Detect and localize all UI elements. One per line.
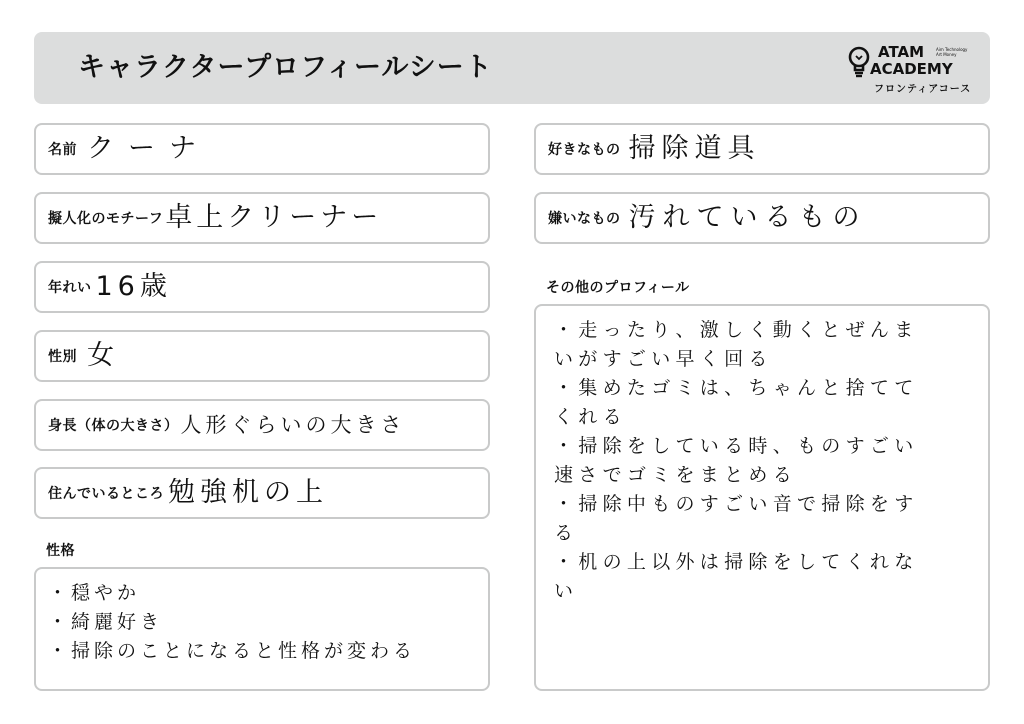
list-item: くれる (554, 406, 627, 428)
name-label: 名前 (48, 142, 77, 158)
motif-label: 擬人化のモチーフ (48, 211, 164, 227)
lightbulb-icon (848, 46, 870, 80)
height-value: 人形ぐらいの大きさ (180, 413, 406, 437)
personality-heading: 性格 (46, 543, 75, 559)
other-profile-heading: その他のプロフィール (546, 280, 690, 296)
logo-subtitle: フロンティアコース (874, 84, 972, 95)
list-item: ・掃除のことになると性格が変わる (48, 640, 417, 662)
list-item: いがすごい早く回る (554, 348, 773, 370)
name-field (34, 123, 490, 175)
gender-value: 女 (87, 340, 122, 371)
height-field (34, 399, 490, 451)
atam-academy-logo (844, 42, 972, 96)
logo-word-atam: ATAM (878, 43, 925, 61)
list-item: ・綺麗好き (48, 611, 164, 633)
likes-value: 掃除道具 (628, 133, 761, 164)
list-item: ・穏やか (48, 582, 141, 604)
other-profile-list (536, 306, 988, 606)
logo-tagline-1: Aim Technology (936, 47, 968, 52)
list-item: ・掃除をしている時、ものすごい (554, 435, 919, 457)
motif-field (34, 192, 490, 244)
header-bar (34, 32, 990, 104)
age-value: 16歳 (95, 271, 172, 302)
personality-box (34, 567, 490, 691)
residence-field (34, 467, 490, 519)
list-item: る (554, 522, 579, 544)
logo-word-academy: ACADEMY (870, 60, 953, 78)
list-item: ・走ったり、激しく動くとぜんま (554, 319, 919, 341)
list-item: 速さでゴミをまとめる (554, 464, 798, 486)
dislikes-field (534, 192, 990, 244)
list-item: い (554, 580, 579, 602)
list-item: ・机の上以外は掃除をしてくれな (554, 551, 919, 573)
name-value: クーナ (87, 133, 210, 164)
age-label: 年れい (48, 280, 92, 296)
gender-label: 性別 (48, 349, 77, 365)
list-item: ・集めたゴミは、ちゃんと捨てて (554, 377, 919, 399)
list-item: ・掃除中ものすごい音で掃除をす (554, 493, 919, 515)
dislikes-label: 嫌いなもの (548, 211, 621, 227)
residence-label: 住んでいるところ (48, 486, 164, 502)
other-profile-box (534, 304, 990, 691)
logo-tagline-2: Art Money (936, 52, 957, 57)
motif-value: 卓上クリーナー (165, 202, 383, 233)
dislikes-value: 汚れているもの (628, 202, 867, 233)
likes-field (534, 123, 990, 175)
height-label: 身長（体の大きさ） (48, 418, 179, 434)
likes-label: 好きなもの (548, 142, 621, 158)
personality-list (36, 569, 488, 666)
residence-value: 勉強机の上 (168, 477, 328, 508)
age-field (34, 261, 490, 313)
page-title: キャラクタープロフィールシート (78, 52, 493, 83)
gender-field (34, 330, 490, 382)
